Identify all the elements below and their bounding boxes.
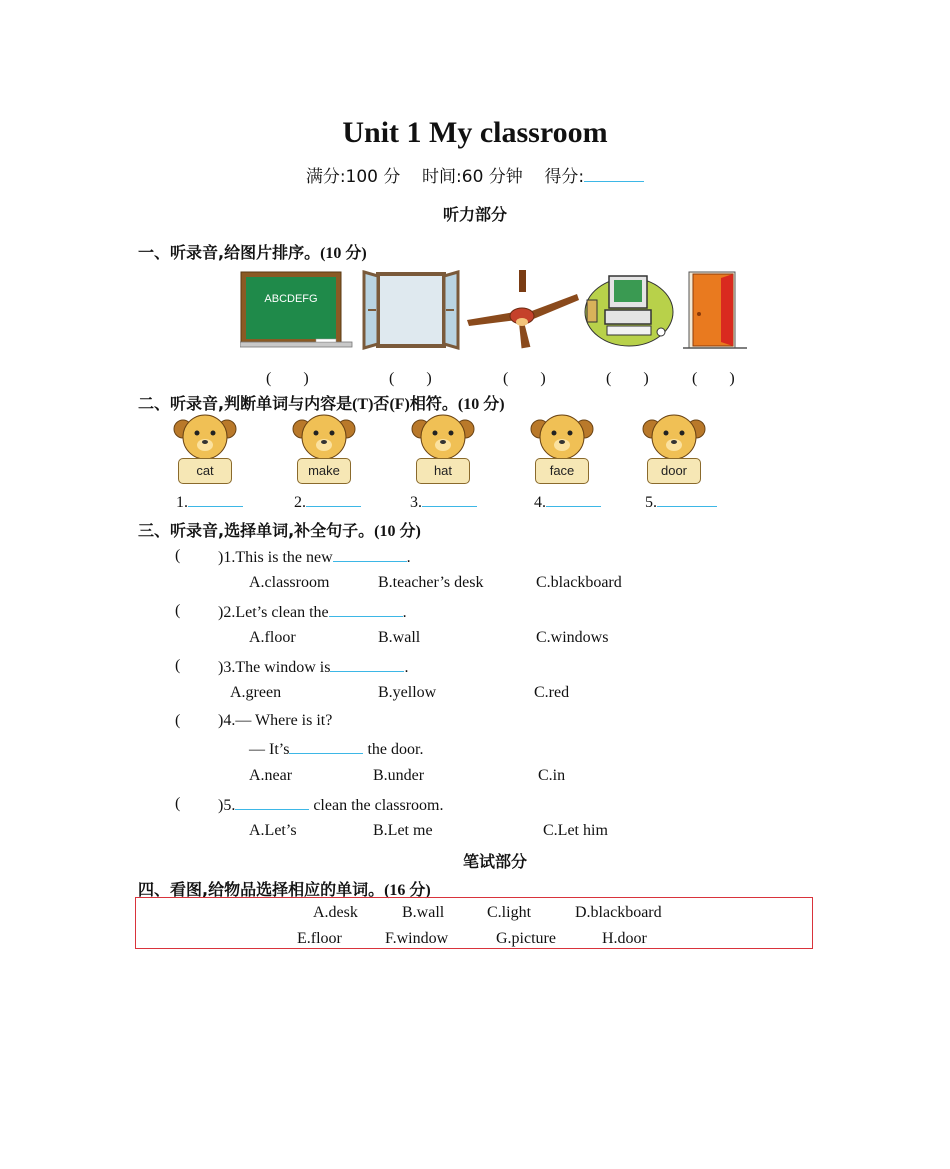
bear-icon bbox=[173, 411, 237, 463]
section3-heading: 三、听录音,选择单词,补全句子。(10 分) bbox=[138, 521, 421, 540]
q3-option-a[interactable]: A.green bbox=[230, 684, 282, 701]
q1-blank[interactable] bbox=[333, 547, 407, 562]
full-score: 满分:100 分 bbox=[305, 167, 401, 187]
tf-blank-3[interactable] bbox=[422, 492, 477, 507]
section2-heading: 二、听录音,判断单词与内容是(T)否(F)相符。(10 分) bbox=[138, 394, 505, 413]
bear-word: make bbox=[297, 458, 351, 484]
page-title: Unit 1 My classroom bbox=[342, 116, 608, 149]
q4-option-c[interactable]: C.in bbox=[538, 767, 566, 784]
answer-paren-5[interactable]: ( ) bbox=[692, 370, 735, 387]
q4-blank[interactable] bbox=[289, 739, 363, 754]
time-limit: 时间:60 分钟 bbox=[422, 167, 523, 187]
tf-answer-3: 3. bbox=[410, 492, 477, 512]
door-image bbox=[683, 270, 749, 350]
word-bank-box bbox=[135, 897, 813, 949]
board-text: ABCDEFG bbox=[264, 293, 318, 305]
answer-paren-4[interactable]: ( ) bbox=[606, 370, 649, 387]
bear-icon bbox=[642, 411, 706, 463]
q1-option-a[interactable]: A.classroom bbox=[249, 574, 330, 591]
word-bank-g: G.picture bbox=[496, 930, 556, 947]
bear-icon bbox=[411, 411, 475, 463]
writing-title: 笔试部分 bbox=[462, 852, 527, 871]
q5-option-c[interactable]: C.Let him bbox=[543, 822, 608, 839]
tf-answer-2: 2. bbox=[294, 492, 361, 512]
q5-option-b[interactable]: B.Let me bbox=[373, 822, 433, 839]
q5-blank[interactable] bbox=[235, 795, 309, 810]
section4-heading: 四、看图,给物品选择相应的单词。(16 分) bbox=[138, 880, 431, 899]
q2-option-a[interactable]: A.floor bbox=[249, 629, 296, 646]
score-blank[interactable] bbox=[584, 167, 644, 182]
word-bank-d: D.blackboard bbox=[575, 904, 662, 921]
answer-paren-1[interactable]: ( ) bbox=[266, 370, 309, 387]
bear-card-face bbox=[530, 411, 594, 487]
q1-option-b[interactable]: B.teacher’s desk bbox=[378, 574, 484, 591]
q1-paren[interactable]: ( bbox=[175, 547, 181, 564]
q5-option-a[interactable]: A.Let’s bbox=[249, 822, 297, 839]
answer-paren-3[interactable]: ( ) bbox=[503, 370, 546, 387]
q3-stem: )3.The window is . bbox=[218, 659, 409, 676]
q1-option-c[interactable]: C.blackboard bbox=[536, 574, 622, 591]
section1-heading: 一、听录音,给图片排序。(10 分) bbox=[138, 243, 367, 262]
q4-paren[interactable]: ( bbox=[175, 712, 181, 729]
q4-answer-line: — It’s the door. bbox=[249, 741, 424, 758]
tf-blank-2[interactable] bbox=[306, 492, 361, 507]
bear-word: face bbox=[535, 458, 589, 484]
ceiling-fan-image bbox=[465, 268, 580, 350]
q2-option-c[interactable]: C.windows bbox=[536, 629, 609, 646]
q2-option-b[interactable]: B.wall bbox=[378, 629, 421, 646]
word-bank-h: H.door bbox=[602, 930, 647, 947]
tf-answer-4: 4. bbox=[534, 492, 601, 512]
q1-stem: )1.This is the new . bbox=[218, 549, 411, 566]
bear-icon bbox=[530, 411, 594, 463]
bear-card-door bbox=[642, 411, 706, 487]
tf-blank-4[interactable] bbox=[546, 492, 601, 507]
word-bank-b: B.wall bbox=[402, 904, 445, 921]
q4-option-a[interactable]: A.near bbox=[249, 767, 293, 784]
q3-paren[interactable]: ( bbox=[175, 657, 181, 674]
exam-meta bbox=[0, 162, 950, 187]
q4-stem: )4.— Where is it? bbox=[218, 712, 333, 729]
word-bank-f: F.window bbox=[385, 930, 449, 947]
computer-image bbox=[583, 270, 676, 350]
bear-card-hat bbox=[411, 411, 475, 487]
q5-stem: )5. clean the classroom. bbox=[218, 797, 444, 814]
tf-answer-5: 5. bbox=[645, 492, 717, 512]
q4-option-b[interactable]: B.under bbox=[373, 767, 425, 784]
word-bank-e: E.floor bbox=[297, 930, 342, 947]
bear-word: door bbox=[647, 458, 701, 484]
q3-option-c[interactable]: C.red bbox=[534, 684, 570, 701]
bear-card-make bbox=[292, 411, 356, 487]
bear-card-cat bbox=[173, 411, 237, 487]
listening-title: 听力部分 bbox=[442, 205, 507, 224]
q2-stem: )2.Let’s clean the . bbox=[218, 604, 407, 621]
window-image bbox=[362, 270, 460, 350]
answer-paren-2[interactable]: ( ) bbox=[389, 370, 432, 387]
q5-paren[interactable]: ( bbox=[175, 795, 181, 812]
bear-icon bbox=[292, 411, 356, 463]
bear-word: cat bbox=[178, 458, 232, 484]
tf-blank-5[interactable] bbox=[657, 492, 717, 507]
word-bank-c: C.light bbox=[487, 904, 532, 921]
q3-option-b[interactable]: B.yellow bbox=[378, 684, 437, 701]
q2-paren[interactable]: ( bbox=[175, 602, 181, 619]
bear-word: hat bbox=[416, 458, 470, 484]
tf-blank-1[interactable] bbox=[188, 492, 243, 507]
tf-answer-1: 1. bbox=[176, 492, 243, 512]
q3-blank[interactable] bbox=[330, 657, 404, 672]
score-label: 得分: bbox=[544, 167, 585, 187]
q2-blank[interactable] bbox=[329, 602, 403, 617]
blackboard-image bbox=[240, 270, 355, 350]
word-bank-a: A.desk bbox=[313, 904, 358, 921]
